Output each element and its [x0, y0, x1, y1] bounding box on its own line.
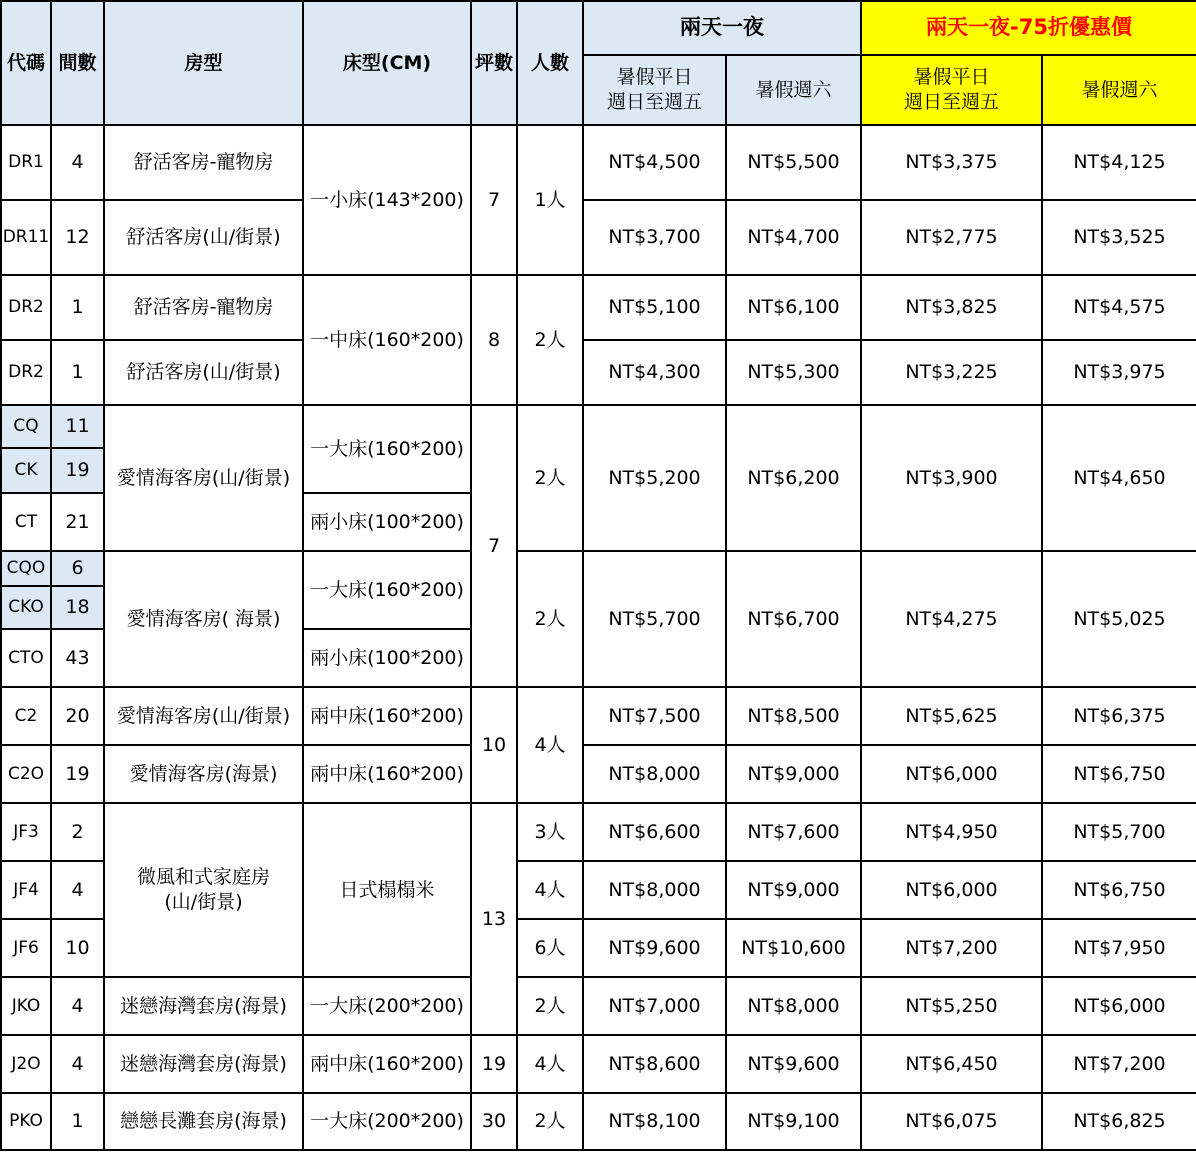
cell-discount-saturday: NT$6,000	[1042, 977, 1196, 1035]
cell-price-weekday: NT$8,000	[583, 861, 726, 919]
cell-code: J2O	[1, 1035, 51, 1093]
table-row	[1, 1093, 1196, 1150]
cell-count: 2	[51, 803, 104, 861]
cell-price-saturday: NT$6,100	[726, 275, 861, 340]
cell-price-saturday: NT$4,700	[726, 200, 861, 275]
cell-ping: 7	[471, 125, 517, 275]
cell-count: 4	[51, 125, 104, 200]
cell-count: 12	[51, 200, 104, 275]
cell-price-weekday: NT$6,600	[583, 803, 726, 861]
cell-price-saturday: NT$6,700	[726, 551, 861, 687]
cell-room: 愛情海客房(海景)	[104, 745, 303, 803]
cell-count: 4	[51, 861, 104, 919]
cell-people: 2人	[517, 1093, 583, 1150]
cell-people: 4人	[517, 861, 583, 919]
cell-count: 10	[51, 919, 104, 977]
header-row-1	[1, 1, 1196, 55]
cell-count: 19	[51, 745, 104, 803]
cell-discount-saturday: NT$4,575	[1042, 275, 1196, 340]
cell-people: 2人	[517, 275, 583, 405]
cell-room-line1: 微風和式家庭房	[136, 866, 270, 889]
cell-discount-saturday: NT$7,200	[1042, 1035, 1196, 1093]
cell-room: 愛情海客房(山/街景)	[104, 405, 303, 551]
cell-count: 11	[51, 405, 104, 448]
cell-price-saturday: NT$5,300	[726, 340, 861, 405]
cell-count: 4	[51, 977, 104, 1035]
cell-people: 2人	[517, 405, 583, 551]
cell-price-saturday: NT$8,000	[726, 977, 861, 1035]
header-saturday: 暑假週六	[726, 55, 861, 125]
cell-discount-weekday: NT$5,250	[861, 977, 1042, 1035]
cell-price-weekday: NT$4,500	[583, 125, 726, 200]
table-row	[1, 687, 1196, 745]
cell-discount-saturday: NT$6,825	[1042, 1093, 1196, 1150]
cell-ping: 13	[471, 803, 517, 1035]
cell-price-saturday: NT$9,600	[726, 1035, 861, 1093]
table-row	[1, 405, 1196, 448]
cell-people: 3人	[517, 803, 583, 861]
cell-code: CT	[1, 493, 51, 551]
cell-room: 戀戀長灘套房(海景)	[104, 1093, 303, 1150]
table-row	[1, 1035, 1196, 1093]
table-row	[1, 340, 1196, 405]
cell-price-weekday: NT$8,000	[583, 745, 726, 803]
cell-bed: 一小床(143*200)	[303, 125, 471, 275]
cell-room: 愛情海客房(山/街景)	[104, 687, 303, 745]
cell-room: 舒活客房(山/街景)	[104, 340, 303, 405]
cell-bed: 日式榻榻米	[303, 803, 471, 977]
cell-discount-saturday: NT$6,750	[1042, 745, 1196, 803]
header-code: 代碼	[1, 1, 51, 125]
cell-people: 2人	[517, 551, 583, 687]
cell-price-saturday: NT$7,600	[726, 803, 861, 861]
cell-discount-weekday: NT$3,900	[861, 405, 1042, 551]
header-discount-weekday-line2: 週日至週五	[903, 91, 999, 113]
cell-discount-weekday: NT$6,075	[861, 1093, 1042, 1150]
cell-discount-weekday: NT$5,625	[861, 687, 1042, 745]
cell-price-weekday: NT$8,600	[583, 1035, 726, 1093]
cell-ping: 30	[471, 1093, 517, 1150]
cell-room: 愛情海客房( 海景)	[104, 551, 303, 687]
cell-price-weekday: NT$5,100	[583, 275, 726, 340]
header-weekday	[583, 55, 726, 125]
cell-discount-saturday: NT$5,700	[1042, 803, 1196, 861]
cell-room: 舒活客房-寵物房	[104, 275, 303, 340]
cell-room	[104, 803, 303, 977]
cell-room: 迷戀海灣套房(海景)	[104, 977, 303, 1035]
cell-price-weekday: NT$7,000	[583, 977, 726, 1035]
cell-discount-saturday: NT$4,650	[1042, 405, 1196, 551]
cell-price-saturday: NT$5,500	[726, 125, 861, 200]
cell-count: 43	[51, 629, 104, 687]
cell-bed: 一大床(160*200)	[303, 405, 471, 493]
table-row	[1, 803, 1196, 861]
cell-count: 19	[51, 448, 104, 493]
cell-code: PKO	[1, 1093, 51, 1150]
cell-discount-weekday: NT$3,225	[861, 340, 1042, 405]
cell-count: 1	[51, 340, 104, 405]
table-row	[1, 977, 1196, 1035]
cell-count: 6	[51, 551, 104, 586]
cell-discount-saturday: NT$7,950	[1042, 919, 1196, 977]
table-row	[1, 125, 1196, 200]
cell-bed: 一大床(200*200)	[303, 977, 471, 1035]
table-row	[1, 745, 1196, 803]
cell-code: CTO	[1, 629, 51, 687]
cell-discount-saturday: NT$3,975	[1042, 340, 1196, 405]
cell-code: JF6	[1, 919, 51, 977]
cell-room: 舒活客房(山/街景)	[104, 200, 303, 275]
cell-code: C2O	[1, 745, 51, 803]
cell-count: 20	[51, 687, 104, 745]
cell-code: JF4	[1, 861, 51, 919]
cell-price-weekday: NT$8,100	[583, 1093, 726, 1150]
cell-code: DR1	[1, 125, 51, 200]
cell-ping: 7	[471, 405, 517, 687]
cell-code: CK	[1, 448, 51, 493]
cell-ping: 10	[471, 687, 517, 803]
cell-discount-weekday: NT$7,200	[861, 919, 1042, 977]
cell-discount-weekday: NT$3,375	[861, 125, 1042, 200]
cell-discount-weekday: NT$3,825	[861, 275, 1042, 340]
cell-price-saturday: NT$9,100	[726, 1093, 861, 1150]
cell-discount-weekday: NT$4,275	[861, 551, 1042, 687]
cell-discount-saturday: NT$3,525	[1042, 200, 1196, 275]
cell-code: C2	[1, 687, 51, 745]
header-ping: 坪數	[471, 1, 517, 125]
cell-discount-weekday: NT$2,775	[861, 200, 1042, 275]
cell-count: 4	[51, 1035, 104, 1093]
header-weekday-line2: 週日至週五	[606, 91, 702, 113]
cell-code: DR2	[1, 275, 51, 340]
cell-people: 4人	[517, 687, 583, 803]
cell-people: 4人	[517, 1035, 583, 1093]
header-count: 間數	[51, 1, 104, 125]
cell-discount-weekday: NT$4,950	[861, 803, 1042, 861]
cell-price-weekday: NT$9,600	[583, 919, 726, 977]
cell-people: 6人	[517, 919, 583, 977]
cell-code: CQ	[1, 405, 51, 448]
header-discount-saturday: 暑假週六	[1042, 55, 1196, 125]
cell-code: CQO	[1, 551, 51, 586]
cell-code: JKO	[1, 977, 51, 1035]
cell-count: 18	[51, 586, 104, 629]
table-row	[1, 551, 1196, 586]
header-discount-weekday	[861, 55, 1042, 125]
cell-count: 21	[51, 493, 104, 551]
cell-bed: 一大床(160*200)	[303, 551, 471, 629]
cell-price-saturday: NT$8,500	[726, 687, 861, 745]
cell-price-saturday: NT$9,000	[726, 861, 861, 919]
cell-room-line2: (山/街景)	[164, 891, 243, 913]
cell-price-weekday: NT$4,300	[583, 340, 726, 405]
cell-ping: 19	[471, 1035, 517, 1093]
header-bed-type: 床型(CM)	[303, 1, 471, 125]
cell-price-weekday: NT$5,700	[583, 551, 726, 687]
cell-discount-saturday: NT$4,125	[1042, 125, 1196, 200]
table-row	[1, 200, 1196, 275]
cell-room: 舒活客房-寵物房	[104, 125, 303, 200]
table-row	[1, 275, 1196, 340]
header-group-regular: 兩天一夜	[583, 1, 861, 55]
cell-count: 1	[51, 1093, 104, 1150]
cell-discount-weekday: NT$6,000	[861, 861, 1042, 919]
cell-bed: 兩中床(160*200)	[303, 745, 471, 803]
cell-ping: 8	[471, 275, 517, 405]
cell-price-weekday: NT$7,500	[583, 687, 726, 745]
cell-code: JF3	[1, 803, 51, 861]
header-room-type: 房型	[104, 1, 303, 125]
header-weekday-line1: 暑假平日	[616, 66, 693, 89]
cell-bed: 一中床(160*200)	[303, 275, 471, 405]
cell-bed: 兩中床(160*200)	[303, 687, 471, 745]
cell-people: 2人	[517, 977, 583, 1035]
cell-price-weekday: NT$3,700	[583, 200, 726, 275]
cell-discount-saturday: NT$5,025	[1042, 551, 1196, 687]
cell-bed: 兩小床(100*200)	[303, 629, 471, 687]
cell-price-saturday: NT$10,600	[726, 919, 861, 977]
cell-count: 1	[51, 275, 104, 340]
cell-bed: 兩中床(160*200)	[303, 1035, 471, 1093]
cell-price-saturday: NT$9,000	[726, 745, 861, 803]
cell-code: DR11	[1, 200, 51, 275]
header-people: 人數	[517, 1, 583, 125]
cell-people: 1人	[517, 125, 583, 275]
header-group-discount: 兩天一夜-75折優惠價	[861, 1, 1196, 55]
cell-price-weekday: NT$5,200	[583, 405, 726, 551]
cell-code: DR2	[1, 340, 51, 405]
cell-code: CKO	[1, 586, 51, 629]
cell-price-saturday: NT$6,200	[726, 405, 861, 551]
cell-bed: 兩小床(100*200)	[303, 493, 471, 551]
header-discount-weekday-line1: 暑假平日	[913, 66, 990, 89]
cell-room: 迷戀海灣套房(海景)	[104, 1035, 303, 1093]
cell-discount-saturday: NT$6,375	[1042, 687, 1196, 745]
cell-discount-saturday: NT$6,750	[1042, 861, 1196, 919]
cell-bed: 一大床(200*200)	[303, 1093, 471, 1150]
cell-discount-weekday: NT$6,450	[861, 1035, 1042, 1093]
cell-discount-weekday: NT$6,000	[861, 745, 1042, 803]
